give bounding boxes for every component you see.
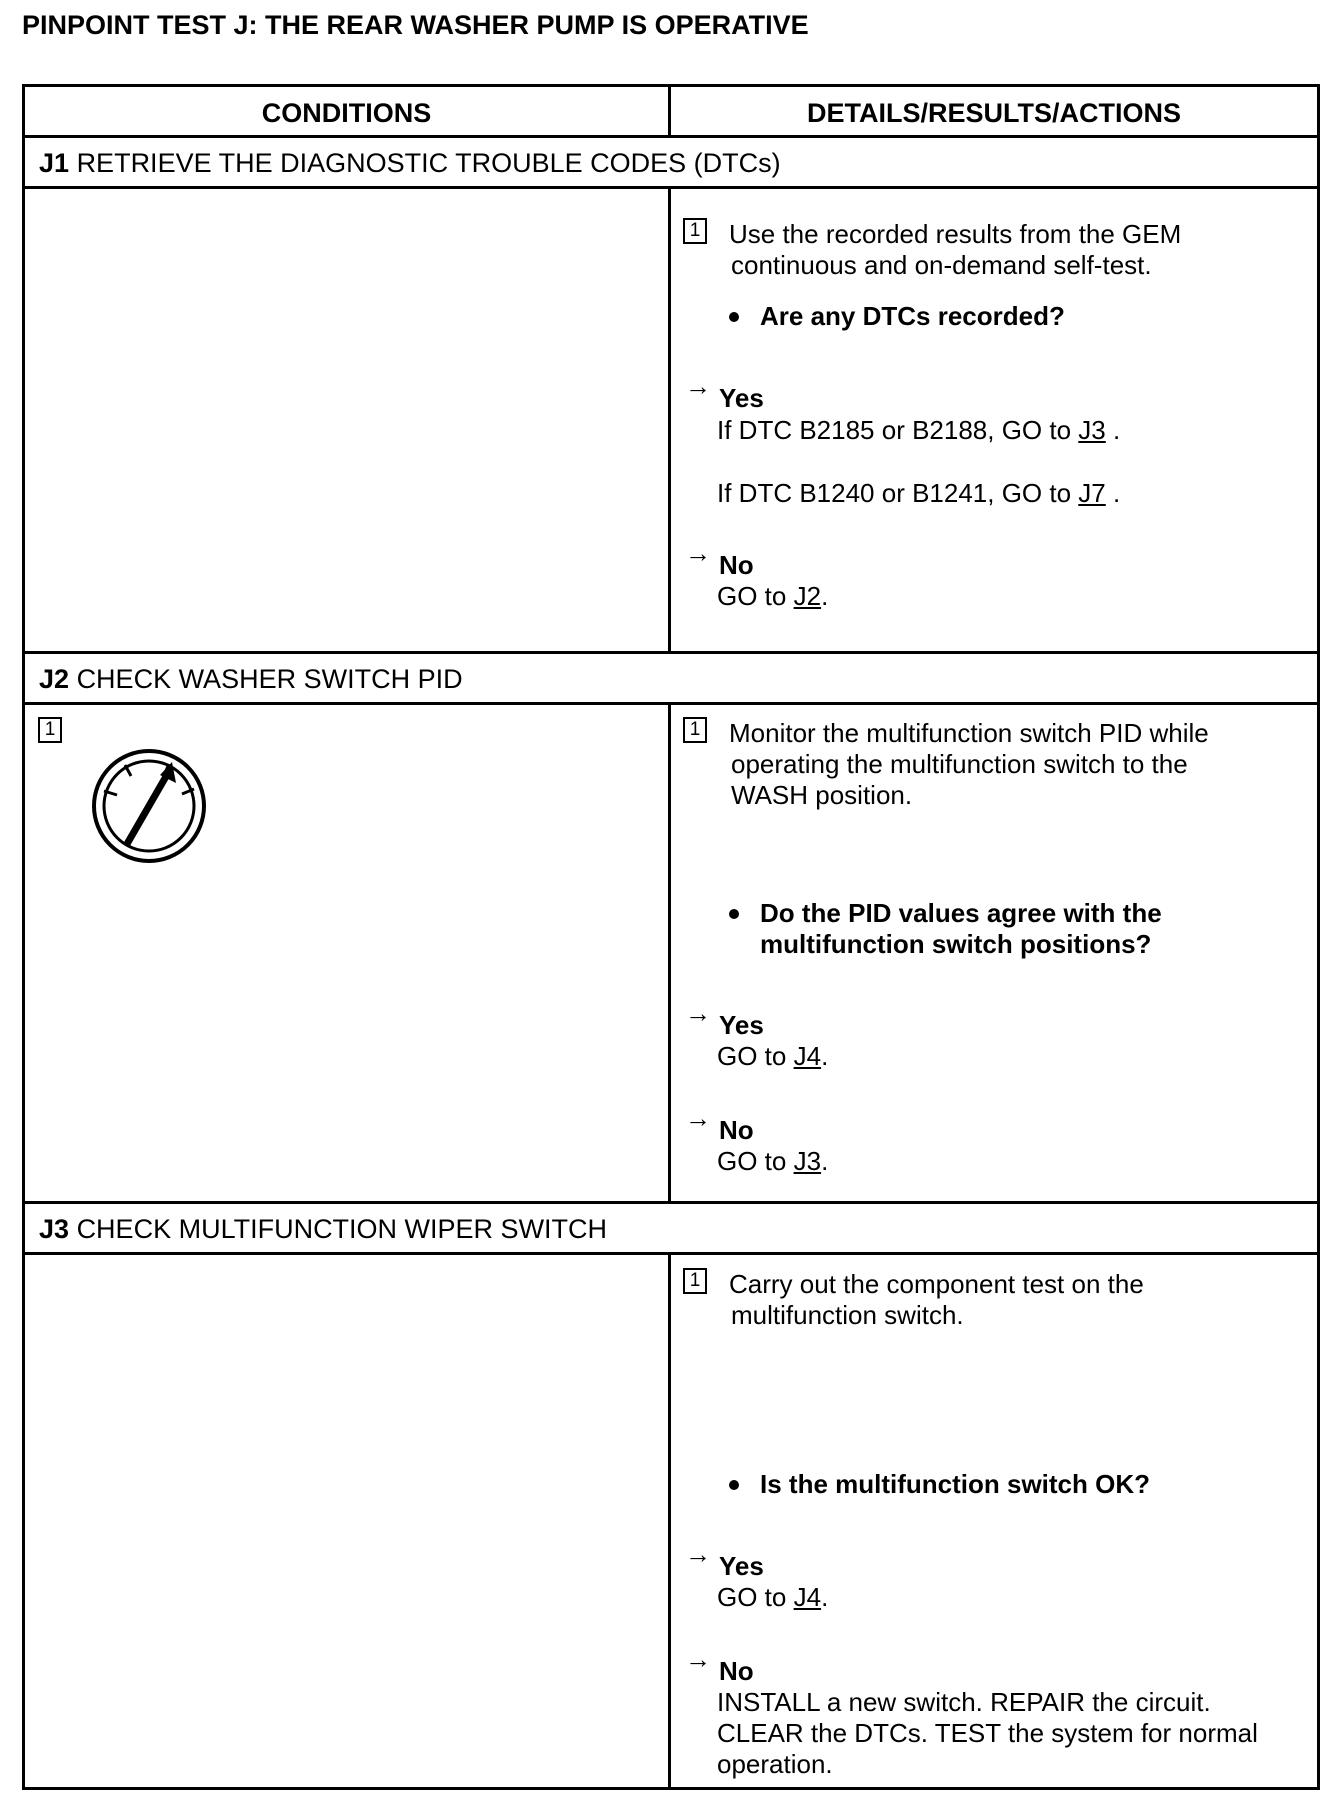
arrow-right-icon: → — [685, 538, 711, 568]
section-code: J1 — [39, 148, 70, 178]
step-marker: 1 — [683, 717, 707, 743]
result-text: GO to — [717, 1146, 787, 1176]
pinpoint-test-table — [22, 84, 1320, 1790]
step-marker: 1 — [683, 218, 707, 244]
column-divider — [668, 702, 671, 1201]
section-j3-heading — [39, 1204, 607, 1252]
column-divider — [668, 1252, 671, 1787]
result-text: . — [821, 1582, 829, 1612]
result-text: . — [821, 1146, 829, 1176]
arrow-right-icon: → — [685, 371, 711, 401]
section-code: J3 — [39, 1214, 70, 1244]
column-divider — [668, 87, 671, 135]
result-text: If DTC B1240 or B1241, GO to — [717, 478, 1072, 508]
step-link-j4[interactable]: J4 — [793, 1582, 822, 1612]
j3-no-result-line: INSTALL a new switch. REPAIR the circuit. — [717, 1687, 1211, 1717]
step-marker: 1 — [683, 1268, 707, 1294]
j2-question: Do the PID values agree with the — [760, 898, 1162, 928]
j3-question: Is the multifunction switch OK? — [760, 1469, 1150, 1499]
result-text: . — [1105, 415, 1121, 445]
arrow-right-icon: → — [685, 1103, 711, 1133]
step-link-j4[interactable]: J4 — [793, 1041, 822, 1071]
j2-yes-result — [717, 1041, 828, 1072]
result-text: GO to — [717, 581, 787, 611]
step-marker: 1 — [38, 717, 62, 743]
j2-action-line: operating the multifunction switch to the — [731, 749, 1188, 779]
j1-yes-label: Yes — [719, 383, 764, 413]
j1-no-result — [717, 581, 828, 612]
row-divider — [25, 1252, 1317, 1255]
j3-yes-label: Yes — [719, 1551, 764, 1581]
j2-question: multifunction switch positions? — [760, 929, 1152, 959]
j2-no-label: No — [719, 1115, 754, 1145]
bullet-icon — [729, 1480, 739, 1490]
j3-yes-result — [717, 1582, 828, 1613]
result-text: . — [1105, 478, 1121, 508]
step-link-j7[interactable]: J7 — [1078, 478, 1106, 508]
j1-no-label: No — [719, 550, 754, 580]
section-title: RETRIEVE THE DIAGNOSTIC TROUBLE CODES (DTCs) — [76, 148, 781, 178]
j2-yes-label: Yes — [719, 1010, 764, 1040]
result-text: If DTC B2185 or B2188, GO to — [717, 415, 1072, 445]
j3-action-line: Carry out the component test on the — [729, 1269, 1144, 1299]
section-j1-heading — [39, 138, 781, 186]
section-j2-heading — [39, 654, 463, 702]
j1-action-line: Use the recorded results from the GEM — [729, 219, 1182, 249]
j1-question: Are any DTCs recorded? — [760, 301, 1065, 331]
section-code: J2 — [39, 664, 70, 694]
arrow-right-icon: → — [685, 1644, 711, 1674]
step-link-j2[interactable]: J2 — [793, 581, 822, 611]
scan-tool-gauge-icon — [90, 747, 208, 865]
row-divider — [25, 186, 1317, 189]
j1-action-line: continuous and on-demand self-test. — [731, 250, 1152, 280]
row-divider — [25, 702, 1317, 705]
result-text: GO to — [717, 1582, 787, 1612]
arrow-right-icon: → — [685, 998, 711, 1028]
page-title: PINPOINT TEST J: THE REAR WASHER PUMP IS OPERATIVE — [22, 10, 809, 40]
j3-no-result-line: operation. — [717, 1749, 833, 1779]
bullet-icon — [729, 909, 739, 919]
column-divider — [668, 186, 671, 651]
step-link-j3[interactable]: J3 — [793, 1146, 822, 1176]
header-conditions: CONDITIONS — [261, 98, 432, 128]
result-text: . — [821, 581, 829, 611]
j2-action-line: WASH position. — [731, 780, 913, 810]
bullet-icon — [729, 312, 739, 322]
j3-no-result-line: CLEAR the DTCs. TEST the system for normal — [717, 1718, 1258, 1748]
result-text: GO to — [717, 1041, 787, 1071]
j1-yes-result — [717, 415, 1120, 446]
gauge-needle — [127, 773, 168, 844]
arrow-right-icon: → — [685, 1539, 711, 1569]
section-title: CHECK WASHER SWITCH PID — [76, 664, 463, 694]
j2-action-line: Monitor the multifunction switch PID while — [729, 718, 1209, 748]
header-details: DETAILS/RESULTS/ACTIONS — [806, 98, 1181, 128]
result-text: . — [821, 1041, 829, 1071]
j3-action-line: multifunction switch. — [731, 1300, 964, 1330]
j2-no-result — [717, 1146, 828, 1177]
section-title: CHECK MULTIFUNCTION WIPER SWITCH — [76, 1214, 608, 1244]
j3-no-label: No — [719, 1656, 754, 1686]
j1-yes-result — [717, 478, 1120, 509]
step-link-j3[interactable]: J3 — [1078, 415, 1106, 445]
